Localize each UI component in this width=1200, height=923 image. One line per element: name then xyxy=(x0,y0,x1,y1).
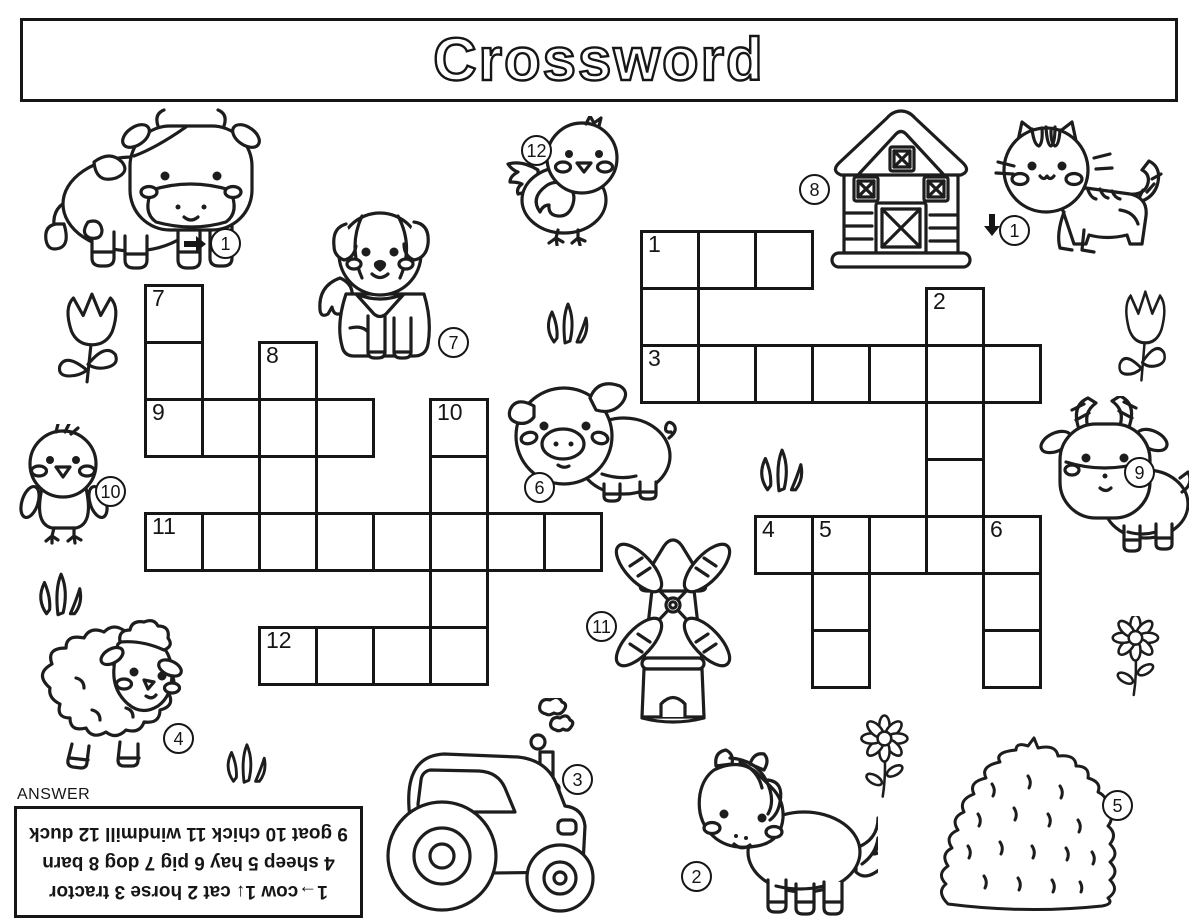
crossword-cell[interactable] xyxy=(982,629,1042,689)
cell-number: 12 xyxy=(266,627,292,653)
crossword-cell[interactable] xyxy=(258,455,318,515)
cell-number: 7 xyxy=(152,285,165,311)
cell-number: 3 xyxy=(648,345,661,371)
crossword-cell[interactable] xyxy=(372,626,432,686)
crossword-cell[interactable] xyxy=(315,512,375,572)
badge-label: 2 xyxy=(691,866,702,887)
badge-label: 9 xyxy=(1134,462,1145,483)
crossword-cell[interactable] xyxy=(258,398,318,458)
horse-illustration xyxy=(676,748,878,920)
crossword-cell[interactable] xyxy=(811,629,871,689)
grass-icon xyxy=(220,740,270,788)
crossword-cell[interactable] xyxy=(201,512,261,572)
crossword-cell[interactable] xyxy=(429,569,489,629)
dog-number-badge xyxy=(438,327,469,358)
badge-label: 7 xyxy=(448,332,459,353)
crossword-cell[interactable] xyxy=(144,341,204,401)
badge-label: 12 xyxy=(526,140,547,161)
crossword-cell[interactable] xyxy=(868,515,928,575)
crossword-cell[interactable] xyxy=(925,344,985,404)
cell-number: 2 xyxy=(933,288,946,314)
crossword-cell[interactable] xyxy=(982,344,1042,404)
right-arrow-icon xyxy=(183,234,207,254)
crossword-cell[interactable] xyxy=(372,512,432,572)
crossword-cell[interactable] xyxy=(868,344,928,404)
daisy-icon xyxy=(1098,616,1172,700)
cell-number: 9 xyxy=(152,399,165,425)
crossword-cell[interactable] xyxy=(486,512,546,572)
crossword-cell[interactable] xyxy=(697,230,757,290)
crossword-cell[interactable] xyxy=(925,458,985,518)
cell-number: 5 xyxy=(819,516,832,542)
crossword-cell[interactable] xyxy=(697,344,757,404)
crossword-cell[interactable] xyxy=(429,455,489,515)
tractor-number-badge xyxy=(562,764,593,795)
barn-number-badge xyxy=(799,174,830,205)
crossword-grid-right xyxy=(640,230,1042,689)
duck-number-badge xyxy=(521,135,552,166)
crossword-cell[interactable] xyxy=(754,344,814,404)
duck-illustration xyxy=(502,116,627,246)
crossword-cell[interactable] xyxy=(925,401,985,461)
pig-number-badge xyxy=(524,472,555,503)
badge-label: 1 xyxy=(220,233,231,254)
title-outline-text xyxy=(26,24,1172,96)
crossword-cell[interactable] xyxy=(811,572,871,632)
crossword-cell[interactable] xyxy=(754,230,814,290)
chick-number-badge xyxy=(95,476,126,507)
goat-illustration xyxy=(1024,396,1189,558)
tractor-illustration xyxy=(380,698,595,920)
crossword-cell[interactable] xyxy=(201,398,261,458)
badge-label: 3 xyxy=(572,769,583,790)
cell-number: 11 xyxy=(152,513,176,539)
hay-number-badge xyxy=(1102,790,1133,821)
windmill-number-badge xyxy=(586,611,617,642)
badge-label: 4 xyxy=(173,728,184,749)
crossword-cell[interactable] xyxy=(429,512,489,572)
cell-number: 10 xyxy=(437,399,463,425)
crossword-cell[interactable] xyxy=(982,572,1042,632)
crossword-cell[interactable] xyxy=(429,626,489,686)
cell-number: 8 xyxy=(266,342,279,368)
answer-box xyxy=(14,806,363,918)
crossword-cell[interactable] xyxy=(925,515,985,575)
cell-number: 1 xyxy=(648,231,661,257)
horse-number-badge xyxy=(681,861,712,892)
haystack-illustration xyxy=(932,734,1124,916)
cell-number: 4 xyxy=(762,516,775,542)
goat-number-badge xyxy=(1124,457,1155,488)
page-title: Crossword xyxy=(433,26,765,93)
answer-line: 4 sheep 5 hay 6 pig 7 dog 8 barn xyxy=(42,851,335,873)
answer-label: ANSWER xyxy=(17,786,91,803)
answer-line: 1→cow 1↓ cat 2 horse 3 tractor xyxy=(49,880,328,902)
cell-number: 6 xyxy=(990,516,1003,542)
crossword-cell[interactable] xyxy=(258,512,318,572)
answer-line: 9 goat 10 chick 11 windmill 12 duck xyxy=(29,822,348,844)
crossword-cell[interactable] xyxy=(640,287,700,347)
daisy-icon xyxy=(852,710,916,808)
crossword-cell[interactable] xyxy=(315,626,375,686)
sheep-number-badge xyxy=(163,723,194,754)
badge-label: 1 xyxy=(1009,220,1020,241)
answer-key-text xyxy=(29,819,348,906)
badge-label: 11 xyxy=(592,616,611,637)
cow-number-badge xyxy=(210,228,241,259)
tulip-icon xyxy=(50,288,128,386)
badge-label: 6 xyxy=(534,477,545,498)
crossword-cell[interactable] xyxy=(543,512,603,572)
title-banner xyxy=(20,18,1178,102)
cat-number-badge xyxy=(999,215,1030,246)
grass-icon xyxy=(32,570,86,620)
tulip-icon xyxy=(1112,286,1174,384)
badge-label: 8 xyxy=(809,179,820,200)
badge-label: 10 xyxy=(100,481,121,502)
crossword-cell[interactable] xyxy=(315,398,375,458)
crossword-cell[interactable] xyxy=(811,344,871,404)
badge-label: 5 xyxy=(1112,795,1123,816)
